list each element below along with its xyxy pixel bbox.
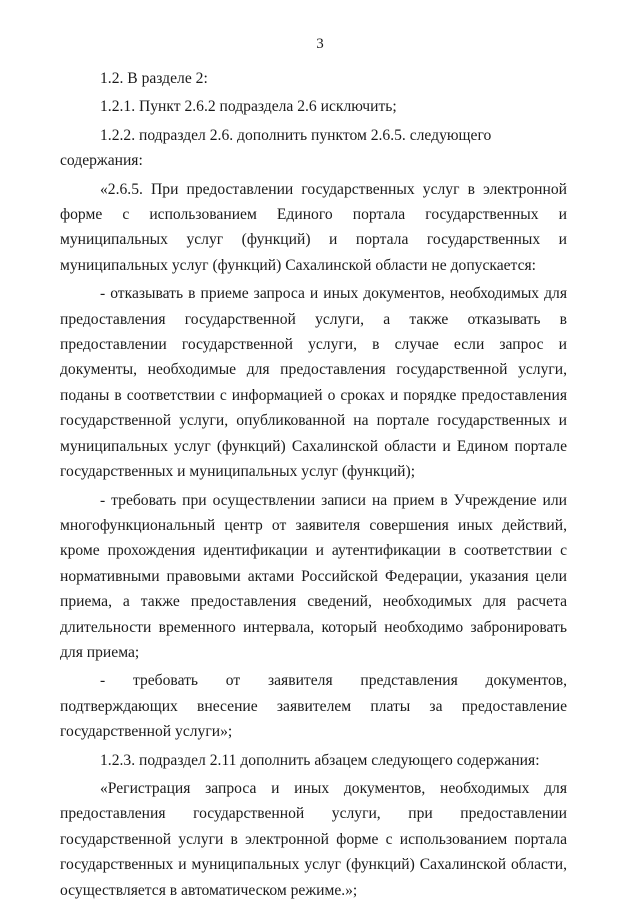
paragraph-bullet-refusal: - отказывать в приеме запроса и иных документов, необходимых для предоставления государственной услуги, а также отказывать в предоставлении государственной услуги, в случае если запрос и документы, необходимые для предоставления государственной услуги, поданы в соответствии с информацией о сроках и порядке предоставления государственной услуги, опубликованной на портале государственных и муниципальных услуг (функций) Сахалинской области и Едином портале государственных и муниципальных услуг (функций);: [60, 285, 567, 481]
paragraph-bullet-appointment: - требовать при осуществлении записи на прием в Учреждение или многофункциональный центр от заявителя совершения иных действий, кроме прохождения идентификации и аутентификации в соответствии с нормативными правовыми актами Российской Федерации, указания цели приема, а также предоставления сведений, необходимых для расчета длительности временного интервала, который необходимо забронировать для приема;: [60, 491, 567, 661]
paragraph-clause-2-6-5: «2.6.5. При предоставлении государственных услуг в электронной форме с использованием Единого портала государственных и муниципальных услуг (функций) и портала государственных и муниципальных услуг (функций) Сахалинской области не допускается:: [60, 180, 567, 274]
paragraph-item-1-2-3: 1.2.3. подраздел 2.11 дополнить абзацем следующего содержания:: [100, 751, 540, 769]
document-body: [60, 66, 567, 903]
paragraph-registration: «Регистрация запроса и иных документов, необходимых для предоставления государственной услуги, при предоставлении государственной услуги в электронной форме с использованием портала государственных и муниципальных услуг (функций) Сахалинской области, осуществляется в автоматическом режиме.»;: [60, 779, 567, 899]
paragraph-item-1-2-2: 1.2.2. подраздел 2.6. дополнить пунктом 2.6.5. следующего содержания:: [60, 126, 492, 170]
paragraph-item-1-2-1: 1.2.1. Пункт 2.6.2 подраздела 2.6 исключить;: [100, 98, 397, 116]
page-number: 3: [316, 36, 324, 52]
paragraph-section-1-2: 1.2. В разделе 2:: [100, 70, 208, 87]
paragraph-bullet-payment-documents: - требовать от заявителя представления документов, подтверждающих внесение заявителем платы за предоставление государственной услуги»;: [60, 672, 567, 741]
